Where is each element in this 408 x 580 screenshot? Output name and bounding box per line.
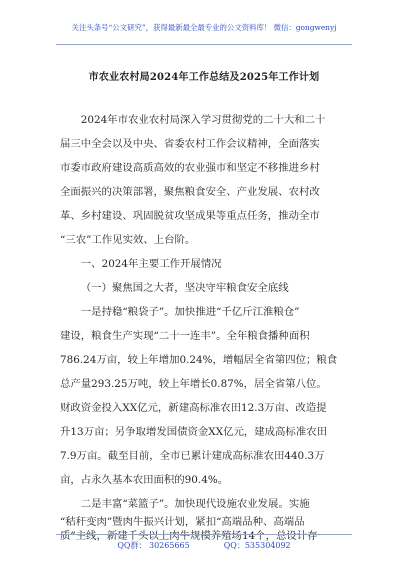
body-line: 总产量293.25万吨，较上年增长0.87%，居全省第八位。 bbox=[60, 378, 327, 390]
body-line: 市委市政府建设高质高效的农业强市和坚定不移推进乡村 bbox=[60, 162, 320, 174]
body-line: 全面振兴的决策部署，聚焦粮食安全、产业发展、农村改 bbox=[60, 186, 320, 198]
body-line: 亩，占永久基本农田面积的90.4%。 bbox=[60, 474, 229, 486]
footer-divider bbox=[56, 534, 352, 535]
body-line: 786.24万亩，较上年增加0.24%，增幅居全省第四位；粮食 bbox=[60, 354, 338, 366]
qq-contact-text: QQ：535304092 bbox=[223, 541, 291, 550]
body-line: 2024年市农业农村局深入学习贯彻党的二十大和二十 bbox=[80, 114, 326, 126]
body-line: 升13万亩；另争取增发国债资金XX亿元，建成高标准农田 bbox=[60, 426, 327, 438]
body-line: 建设，粮食生产实现“二十一连丰”。全年粮食播种面积 bbox=[60, 330, 310, 342]
qq-group-text: QQ群： 30265665 bbox=[117, 541, 190, 550]
body-line: “三农”工作见实效、上台阶。 bbox=[60, 234, 196, 246]
body-line: 7.9万亩。截至目前，全市已累计建成高标准农田440.3万 bbox=[60, 450, 325, 462]
body-line: 二是丰富“菜篮子”。加快现代设施农业发展。实施 bbox=[80, 498, 310, 510]
body-line: 质”主线，新建千头以上肉牛规模养殖场14个，总设计存 bbox=[60, 530, 318, 542]
body-line: 届三中全会以及中央、省委农村工作会议精神，全面落实 bbox=[60, 138, 320, 150]
footer-contact bbox=[0, 540, 408, 551]
document-title: 市农业农村局2024年工作总结及2025年工作计划 bbox=[88, 72, 320, 83]
body-line: 财政资金投入XX亿元，新建高标准农田12.3万亩、改造提 bbox=[60, 402, 327, 414]
header-divider bbox=[56, 44, 352, 45]
body-line: 一是持稳“粮袋子”。加快推进“千亿斤江淮粮仓” bbox=[80, 306, 300, 318]
body-line: 革、乡村建设、巩固脱贫攻坚成果等重点任务，推动全市 bbox=[60, 210, 320, 222]
section-heading: 一、2024年主要工作开展情况 bbox=[80, 258, 222, 270]
body-line: “秸秆变肉”暨肉牛振兴计划，紧扣“高端品种、高端品 bbox=[60, 516, 305, 528]
promo-header-text: 关注头条号“公文研究”，获得最新最全最专业的公文资料库！ 微信：gongwenyj bbox=[71, 23, 337, 32]
subsection-heading: （一）聚焦国之大者，坚决守牢粮食安全底线 bbox=[80, 282, 289, 294]
